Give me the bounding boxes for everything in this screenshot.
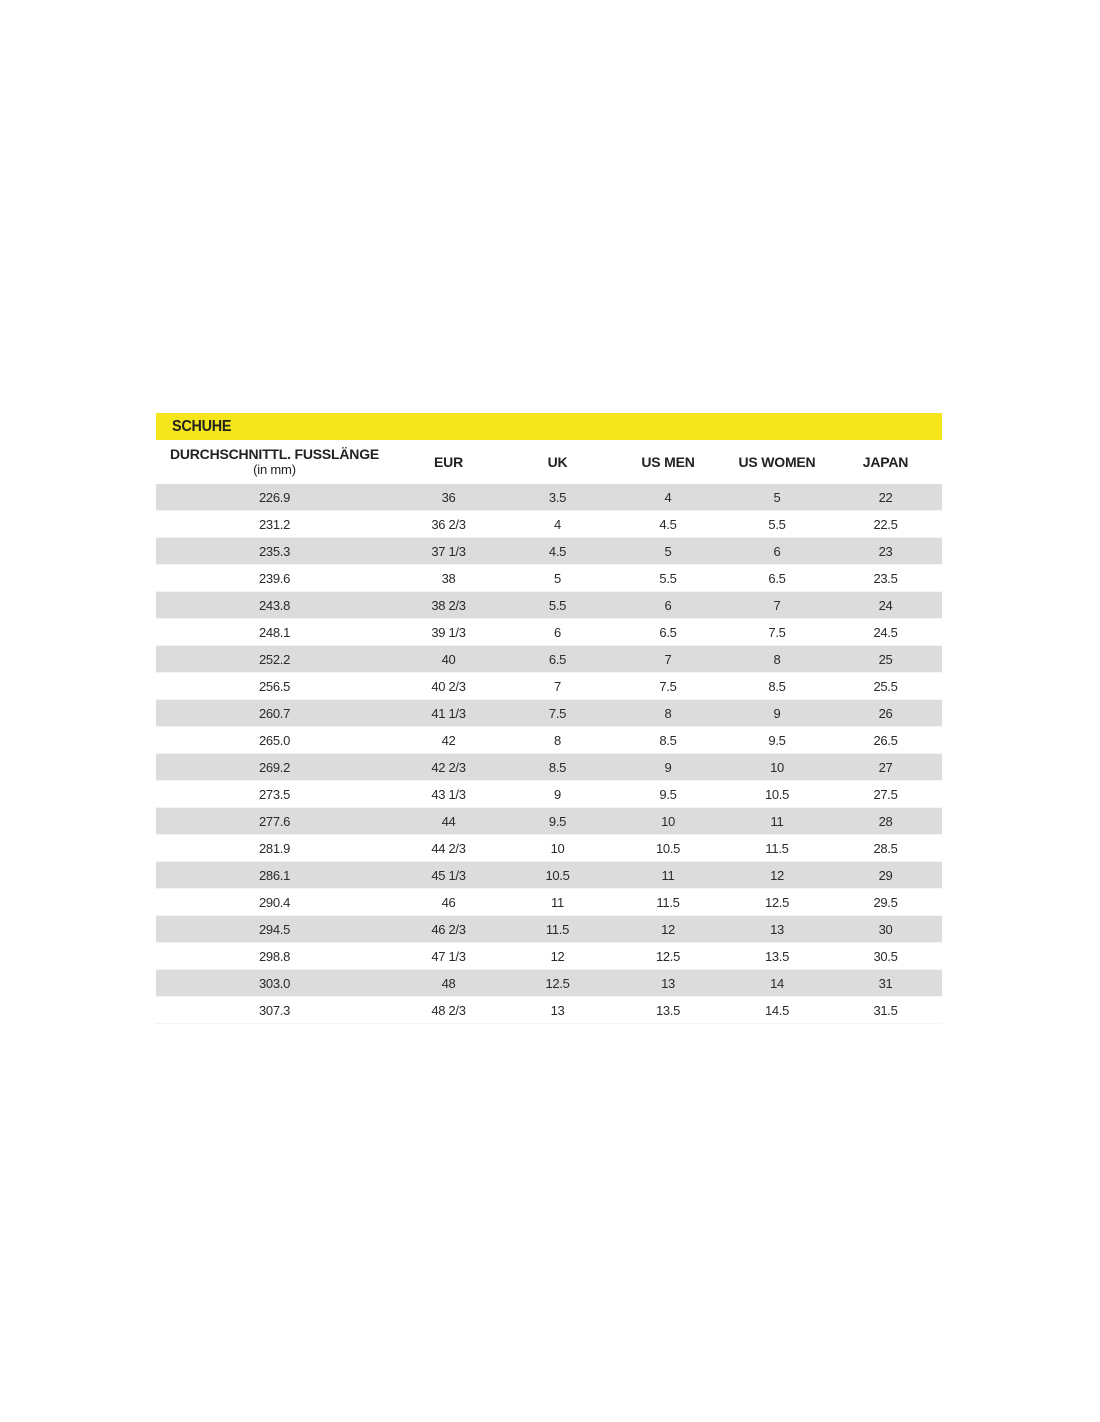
table-row [156, 754, 942, 781]
eur-cell: 46 2/3 [393, 916, 504, 943]
eur-cell: 44 [393, 808, 504, 835]
japan-cell: 28.5 [829, 835, 942, 862]
uk-cell: 3.5 [504, 484, 611, 511]
eur-cell: 42 [393, 727, 504, 754]
uk-cell: 10 [504, 835, 611, 862]
eur-cell: 43 1/3 [393, 781, 504, 808]
us-women-cell: 13 [725, 916, 829, 943]
uk-cell: 4.5 [504, 538, 611, 565]
foot-length-cell: 231.2 [156, 511, 393, 538]
eur-cell: 36 2/3 [393, 511, 504, 538]
us-women-cell: 6.5 [725, 565, 829, 592]
us-men-cell: 4.5 [611, 511, 725, 538]
us-women-cell: 5 [725, 484, 829, 511]
uk-cell: 4 [504, 511, 611, 538]
foot-length-cell: 239.6 [156, 565, 393, 592]
uk-cell: 6 [504, 619, 611, 646]
us-men-cell: 7 [611, 646, 725, 673]
eur-cell: 37 1/3 [393, 538, 504, 565]
foot-length-cell: 273.5 [156, 781, 393, 808]
japan-cell: 22 [829, 484, 942, 511]
us-men-cell: 8 [611, 700, 725, 727]
eur-cell: 48 [393, 970, 504, 997]
us-men-cell: 13 [611, 970, 725, 997]
eur-cell: 47 1/3 [393, 943, 504, 970]
table-row [156, 484, 942, 511]
eur-cell: 39 1/3 [393, 619, 504, 646]
eur-cell: 45 1/3 [393, 862, 504, 889]
us-men-cell: 9 [611, 754, 725, 781]
us-women-cell: 11 [725, 808, 829, 835]
japan-cell: 31 [829, 970, 942, 997]
us-men-cell: 10 [611, 808, 725, 835]
table-row [156, 565, 942, 592]
us-men-cell: 5.5 [611, 565, 725, 592]
table-row [156, 970, 942, 997]
us-women-cell: 10.5 [725, 781, 829, 808]
foot-length-cell: 265.0 [156, 727, 393, 754]
table-row [156, 781, 942, 808]
us-women-cell: 9.5 [725, 727, 829, 754]
uk-cell: 9 [504, 781, 611, 808]
us-women-cell: 8.5 [725, 673, 829, 700]
table-body [156, 484, 942, 1024]
foot-length-cell: 252.2 [156, 646, 393, 673]
japan-cell: 25 [829, 646, 942, 673]
us-men-cell: 6 [611, 592, 725, 619]
us-women-cell: 11.5 [725, 835, 829, 862]
table-row [156, 943, 942, 970]
table-row [156, 916, 942, 943]
header-us-men: US MEN [641, 454, 695, 470]
us-women-cell: 14.5 [725, 997, 829, 1024]
table-row [156, 727, 942, 754]
table-row [156, 700, 942, 727]
us-men-cell: 13.5 [611, 997, 725, 1024]
chart-title-banner [156, 413, 942, 440]
table-row [156, 538, 942, 565]
table-row [156, 862, 942, 889]
japan-cell: 27 [829, 754, 942, 781]
foot-length-cell: 290.4 [156, 889, 393, 916]
us-men-cell: 6.5 [611, 619, 725, 646]
uk-cell: 10.5 [504, 862, 611, 889]
foot-length-cell: 277.6 [156, 808, 393, 835]
uk-cell: 7 [504, 673, 611, 700]
header-japan: JAPAN [862, 454, 909, 470]
table-row [156, 808, 942, 835]
foot-length-cell: 235.3 [156, 538, 393, 565]
shoe-size-chart [156, 413, 942, 1024]
uk-cell: 8.5 [504, 754, 611, 781]
us-men-cell: 8.5 [611, 727, 725, 754]
us-women-cell: 7.5 [725, 619, 829, 646]
foot-length-cell: 298.8 [156, 943, 393, 970]
japan-cell: 23 [829, 538, 942, 565]
header-row [156, 440, 942, 484]
us-women-cell: 7 [725, 592, 829, 619]
japan-cell: 22.5 [829, 511, 942, 538]
uk-cell: 7.5 [504, 700, 611, 727]
us-men-cell: 7.5 [611, 673, 725, 700]
us-women-cell: 12.5 [725, 889, 829, 916]
eur-cell: 42 2/3 [393, 754, 504, 781]
chart-title: SCHUHE [172, 417, 232, 435]
us-women-cell: 14 [725, 970, 829, 997]
us-women-cell: 8 [725, 646, 829, 673]
us-women-cell: 13.5 [725, 943, 829, 970]
table-row [156, 646, 942, 673]
foot-length-cell: 243.8 [156, 592, 393, 619]
foot-length-cell: 248.1 [156, 619, 393, 646]
uk-cell: 5.5 [504, 592, 611, 619]
eur-cell: 36 [393, 484, 504, 511]
foot-length-cell: 269.2 [156, 754, 393, 781]
japan-cell: 27.5 [829, 781, 942, 808]
us-women-cell: 12 [725, 862, 829, 889]
us-women-cell: 9 [725, 700, 829, 727]
us-men-cell: 4 [611, 484, 725, 511]
uk-cell: 5 [504, 565, 611, 592]
size-table [156, 440, 942, 1024]
us-women-cell: 5.5 [725, 511, 829, 538]
eur-cell: 48 2/3 [393, 997, 504, 1024]
japan-cell: 25.5 [829, 673, 942, 700]
header-foot-length-label: DURCHSCHNITTL. FUSSLÄNGE [169, 446, 380, 462]
japan-cell: 26 [829, 700, 942, 727]
eur-cell: 40 2/3 [393, 673, 504, 700]
header-foot-length [156, 440, 393, 484]
eur-cell: 40 [393, 646, 504, 673]
uk-cell: 8 [504, 727, 611, 754]
japan-cell: 29 [829, 862, 942, 889]
header-uk: UK [547, 454, 568, 470]
eur-cell: 44 2/3 [393, 835, 504, 862]
foot-length-cell: 256.5 [156, 673, 393, 700]
foot-length-cell: 307.3 [156, 997, 393, 1024]
header-eur: EUR [434, 454, 463, 470]
table-header [156, 440, 942, 484]
us-men-cell: 11.5 [611, 889, 725, 916]
uk-cell: 12.5 [504, 970, 611, 997]
japan-cell: 30 [829, 916, 942, 943]
us-men-cell: 12 [611, 916, 725, 943]
uk-cell: 9.5 [504, 808, 611, 835]
japan-cell: 28 [829, 808, 942, 835]
uk-cell: 12 [504, 943, 611, 970]
us-men-cell: 12.5 [611, 943, 725, 970]
japan-cell: 23.5 [829, 565, 942, 592]
table-row [156, 592, 942, 619]
table-row [156, 889, 942, 916]
eur-cell: 38 2/3 [393, 592, 504, 619]
us-women-cell: 10 [725, 754, 829, 781]
header-foot-length-unit: (in mm) [253, 462, 296, 477]
table-row [156, 835, 942, 862]
table-row [156, 619, 942, 646]
uk-cell: 11.5 [504, 916, 611, 943]
table-row [156, 511, 942, 538]
japan-cell: 30.5 [829, 943, 942, 970]
us-men-cell: 9.5 [611, 781, 725, 808]
foot-length-cell: 260.7 [156, 700, 393, 727]
eur-cell: 41 1/3 [393, 700, 504, 727]
foot-length-cell: 226.9 [156, 484, 393, 511]
uk-cell: 13 [504, 997, 611, 1024]
foot-length-cell: 303.0 [156, 970, 393, 997]
foot-length-cell: 286.1 [156, 862, 393, 889]
japan-cell: 26.5 [829, 727, 942, 754]
table-row [156, 997, 942, 1024]
us-men-cell: 10.5 [611, 835, 725, 862]
us-men-cell: 5 [611, 538, 725, 565]
japan-cell: 24.5 [829, 619, 942, 646]
us-men-cell: 11 [611, 862, 725, 889]
uk-cell: 11 [504, 889, 611, 916]
eur-cell: 46 [393, 889, 504, 916]
us-women-cell: 6 [725, 538, 829, 565]
japan-cell: 29.5 [829, 889, 942, 916]
table-row [156, 673, 942, 700]
header-us-women: US WOMEN [738, 454, 816, 470]
japan-cell: 31.5 [829, 997, 942, 1024]
foot-length-cell: 294.5 [156, 916, 393, 943]
foot-length-cell: 281.9 [156, 835, 393, 862]
japan-cell: 24 [829, 592, 942, 619]
eur-cell: 38 [393, 565, 504, 592]
uk-cell: 6.5 [504, 646, 611, 673]
